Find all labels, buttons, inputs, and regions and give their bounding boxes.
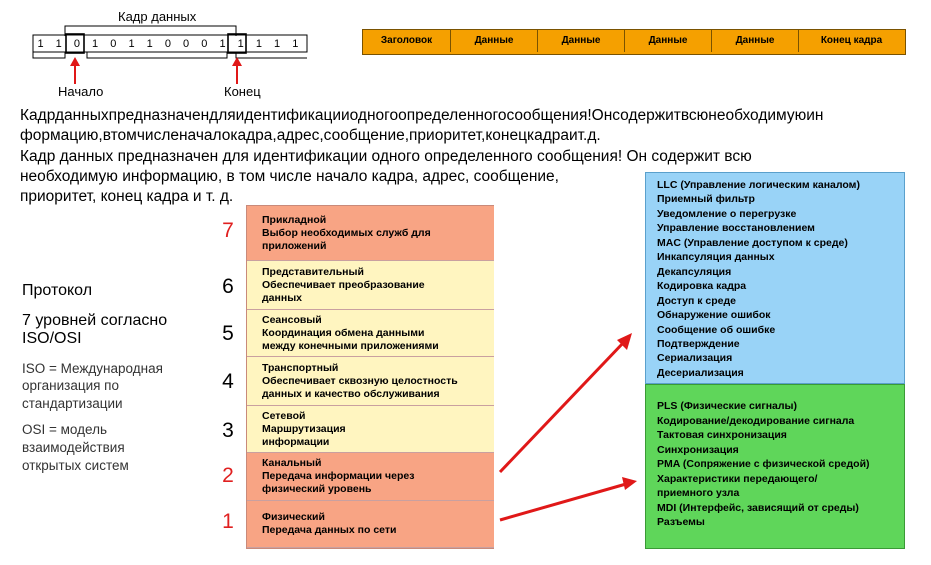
layer-6-line-1: Обеспечивает преобразование	[262, 278, 425, 291]
frame-seg-5: Конец кадра	[799, 30, 904, 52]
layer-4-line-2: данных и качество обслуживания	[262, 387, 440, 400]
bit-5: 1	[128, 38, 135, 50]
pls-item: Характеристики передающего/	[657, 472, 818, 485]
bit-9: 0	[201, 38, 208, 50]
bit-11: 1	[237, 38, 244, 50]
pls-item: PMA (Сопряжение с физической средой)	[657, 458, 870, 470]
arrow-layer2-to-llc	[500, 342, 624, 472]
layer-2-line-2: физический уровень	[262, 483, 372, 495]
layer-6-line-2: данных	[262, 291, 302, 304]
bit-6: 1	[146, 38, 153, 50]
layer-number-7: 7	[222, 219, 234, 242]
llc-item: Обнаружение ошибок	[657, 309, 771, 322]
llc-item: Сериализация	[657, 352, 733, 365]
frame-seg-2: Данные	[538, 30, 625, 52]
layer-number-2: 2	[222, 464, 234, 487]
llc-item: Кодировка кадра	[657, 280, 747, 293]
llc-item: Десериализация	[657, 366, 744, 379]
layer-6-line-0: Представительный	[262, 265, 364, 278]
iso-line-3: стандартизации	[22, 396, 123, 411]
frame-seg-0: Заголовок	[363, 30, 451, 52]
layer-5-line-1: Координация обмена данными	[262, 326, 425, 339]
pls-item: Разъемы	[657, 516, 705, 528]
frame-seg-1: Данные	[451, 30, 538, 52]
layer-1-line-0: Физический	[262, 511, 325, 523]
paragraph-line-2: формацию,втомчисленачалокадра,адрес,сообщение,приоритет,конецкадраит.д.	[20, 127, 601, 144]
layer-3-line-0: Сетевой	[262, 409, 306, 422]
pls-item: MDI (Интерфейс, зависящий от среды)	[657, 501, 859, 514]
layer-7-line-1: Выбор необходимых служб для	[262, 226, 431, 239]
arrow-layer1-to-pls	[500, 484, 626, 520]
llc-item: Декапсуляция	[657, 265, 732, 278]
bit-12: 1	[255, 38, 262, 50]
llc-item: LLC (Управление логическим каналом)	[657, 179, 860, 191]
bit-2: 0	[73, 38, 80, 50]
bit-8: 0	[183, 38, 190, 50]
layer-5-line-2: между конечными приложениями	[262, 339, 439, 352]
end-label: Конец	[224, 84, 261, 99]
pls-item: Тактовая синхронизация	[657, 429, 787, 441]
arrow-head-pls-icon	[622, 477, 637, 490]
layer-7-line-2: приложений	[262, 239, 327, 252]
layer-number-5: 5	[222, 322, 234, 345]
layer-5-line-0: Сеансовый	[262, 313, 322, 326]
frame-seg-3: Данные	[625, 30, 712, 52]
layer-1-line-1: Передача данных по сети	[262, 524, 397, 536]
frame-seg-4: Данные	[712, 30, 799, 52]
pls-item: Синхронизация	[657, 443, 739, 456]
llc-item: Инкапсуляция данных	[657, 251, 775, 264]
layer-3-line-2: информации	[262, 435, 330, 448]
protocol-title: Протокол	[22, 282, 93, 299]
pls-item: Кодирование/декодирование сигнала	[657, 414, 855, 427]
llc-item: MAC (Управление доступом к среде)	[657, 236, 848, 249]
llc-item: Приемный фильтр	[657, 193, 755, 206]
llc-item: Доступ к среде	[657, 294, 736, 307]
layer-4-line-0: Транспортный	[262, 361, 339, 374]
osi-line-1: OSI = модель	[22, 422, 107, 437]
paragraph-line-3: Кадр данных предназначен для идентификации одного определенного сообщения! Он содержит всю	[20, 148, 752, 165]
bit-10: 1	[219, 38, 226, 50]
bit-14: 1	[292, 38, 299, 50]
layer-number-4: 4	[222, 370, 234, 393]
llc-item: Подтверждение	[657, 337, 740, 350]
llc-item: Сообщение об ошибке	[657, 323, 776, 336]
osi-line-2: взаимодействия	[22, 440, 125, 455]
llc-item: Уведомление о перегрузке	[657, 207, 797, 220]
layer-2-line-0: Канальный	[262, 457, 322, 469]
frame-title: Кадр данных	[118, 9, 197, 24]
bit-0: 1	[37, 38, 44, 50]
pls-item: приемного узла	[657, 487, 740, 499]
layer-number-3: 3	[222, 419, 234, 442]
paragraph-line-1: Кадрданныхпредназначендляидентификацииодногоопределенногосообщения!Онсодержитвсюнеобходимуюин	[20, 107, 824, 124]
paragraph-line-4: необходимую информацию, в том числе начало кадра, адрес, сообщение,	[20, 168, 559, 185]
bit-4: 0	[110, 38, 117, 50]
bit-3: 1	[92, 38, 99, 50]
osi-line-3: открытых систем	[22, 458, 129, 473]
protocol-subtitle-2: ISO/OSI	[22, 330, 82, 347]
layer-7-line-0: Прикладной	[262, 213, 327, 226]
layer-4-line-1: Обеспечивает сквозную целостность	[262, 374, 458, 387]
layer-number-1: 1	[222, 510, 234, 533]
layer-number-6: 6	[222, 275, 234, 298]
bit-7: 0	[164, 38, 171, 50]
protocol-subtitle-1: 7 уровней согласно	[22, 312, 168, 329]
llc-item: Управление восстановлением	[657, 222, 815, 235]
bit-13: 1	[274, 38, 281, 50]
pls-item: PLS (Физические сигналы)	[657, 400, 798, 412]
bit-1: 1	[55, 38, 62, 50]
paragraph-line-5: приоритет, конец кадра и т. д.	[20, 188, 234, 205]
layer-2-line-1: Передача информации через	[262, 470, 415, 482]
start-label: Начало	[58, 84, 104, 99]
iso-line-1: ISO = Международная	[22, 361, 163, 376]
layer-3-line-1: Маршрутизация	[262, 422, 346, 435]
iso-line-2: организация по	[22, 378, 119, 393]
